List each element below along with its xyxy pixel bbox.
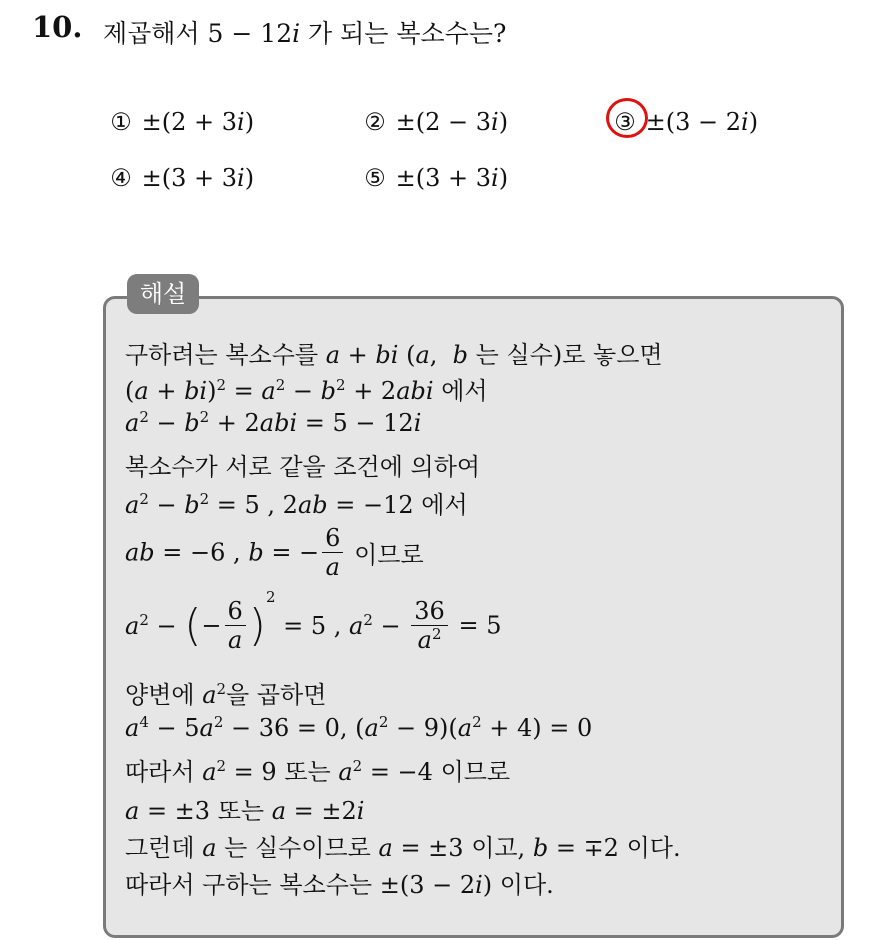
solution-line-2: $(a + bi)^2 = a^2 - b^2 + 2abi$ 에서 — [125, 376, 488, 405]
solution-text: 는 실수)로 놓으면 — [468, 341, 663, 369]
fraction: $\frac{6}{a}$ — [225, 597, 246, 654]
solution-text: ) 이다. — [482, 871, 554, 899]
option-expression: ±(2 + 3 — [141, 108, 238, 136]
imaginary-unit: i — [491, 164, 499, 192]
solution-tag: 해설 — [127, 274, 199, 314]
option-number: ④ — [110, 164, 132, 192]
imaginary-unit: i — [237, 164, 245, 192]
solution-text: 양변에 — [125, 681, 203, 709]
imaginary-unit: i — [292, 19, 301, 48]
solution-line-4: 복소수가 서로 같을 조건에 의하여 — [125, 453, 481, 481]
solution-text: 에서 — [433, 377, 488, 405]
option-4[interactable] — [108, 164, 254, 192]
option-number: ⑤ — [364, 164, 386, 192]
solution-text: 따라서 — [125, 758, 203, 786]
solution-text: 에서 — [413, 491, 468, 519]
solution-text: 는 실수이므로 — [216, 834, 379, 862]
option-close: ) — [244, 164, 255, 192]
solution-line-3: $a^2 - b^2 + 2abi = 5 - 12i$ — [125, 408, 422, 437]
solution-text: 그런데 — [125, 834, 203, 862]
option-close: ) — [748, 108, 759, 136]
answer-circle-mark — [606, 98, 648, 138]
option-close: ) — [498, 108, 509, 136]
option-2[interactable] — [362, 108, 508, 136]
option-expression: ±(3 + 3 — [395, 164, 492, 192]
solution-text: 이다. — [618, 834, 681, 862]
solution-text: 따라서 구하는 복소수는 ±(3 − 2 — [125, 871, 476, 899]
fraction: $\frac{36}{a^2}$ — [411, 597, 448, 654]
solution-line-11: a = ±3 또는 a = ±2i — [125, 797, 365, 825]
solution-text: 이고, — [463, 834, 533, 862]
option-5[interactable] — [362, 164, 508, 192]
option-1[interactable] — [108, 108, 254, 136]
question-number: 10. — [32, 10, 83, 44]
solution-line-7: $a^2$ − (− $\frac{6}{a}$ )$^2$ = 5 , $a^2$ − $\frac{36}{a^2}$ = 5 — [125, 588, 502, 654]
solution-line-5: $a^2 - b^2 = 5$ , 2ab = −12 에서 — [125, 490, 468, 519]
imaginary-unit: i — [491, 108, 499, 136]
option-expression: ±(3 + 3 — [141, 164, 238, 192]
option-close: ) — [498, 164, 509, 192]
solution-line-6: ab = −6 , b = − $\frac{6}{a}$ 이므로 — [125, 524, 424, 581]
imaginary-unit: i — [237, 108, 245, 136]
solution-text: 또는 — [276, 758, 339, 786]
solution-text: ( — [398, 341, 416, 369]
solution-line-12: 그런데 a 는 실수이므로 a = ±3 이고, b = ∓2 이다. — [125, 834, 681, 862]
option-expression: ±(3 − 2 — [645, 108, 742, 136]
option-close: ) — [244, 108, 255, 136]
option-number: ③ — [614, 108, 636, 136]
solution-text: 구하려는 복소수를 — [125, 341, 326, 369]
option-expression: ±(2 − 3 — [395, 108, 492, 136]
solution-line-8: 양변에 $a^2$을 곱하면 — [125, 680, 327, 709]
solution-text: 이므로 — [432, 758, 511, 786]
solution-line-13: 따라서 구하는 복소수는 ±(3 − 2i) 이다. — [125, 871, 554, 899]
solution-line-9: $a^4 - 5a^2 - 36 = 0$, $(a^2 - 9)(a^2 + 4) = 0$ — [125, 713, 593, 742]
question-text — [103, 14, 506, 50]
solution-text: 이므로 — [346, 541, 424, 569]
solution-text: 을 곱하면 — [226, 681, 327, 709]
question-text-part: 가 되는 복소수는? — [300, 19, 507, 48]
question-text-part: 제곱해서 5 − 12 — [103, 19, 293, 48]
fraction: $\frac{6}{a}$ — [322, 524, 343, 581]
imaginary-unit: i — [741, 108, 749, 136]
solution-line-10: 따라서 $a^2 = 9$ 또는 $a^2 = -4$ 이므로 — [125, 757, 511, 786]
option-number: ① — [110, 108, 132, 136]
solution-line-1: 구하려는 복소수를 a + bi (a, b 는 실수)로 놓으면 — [125, 341, 663, 369]
solution-text: 또는 — [210, 797, 272, 825]
option-number: ② — [364, 108, 386, 136]
